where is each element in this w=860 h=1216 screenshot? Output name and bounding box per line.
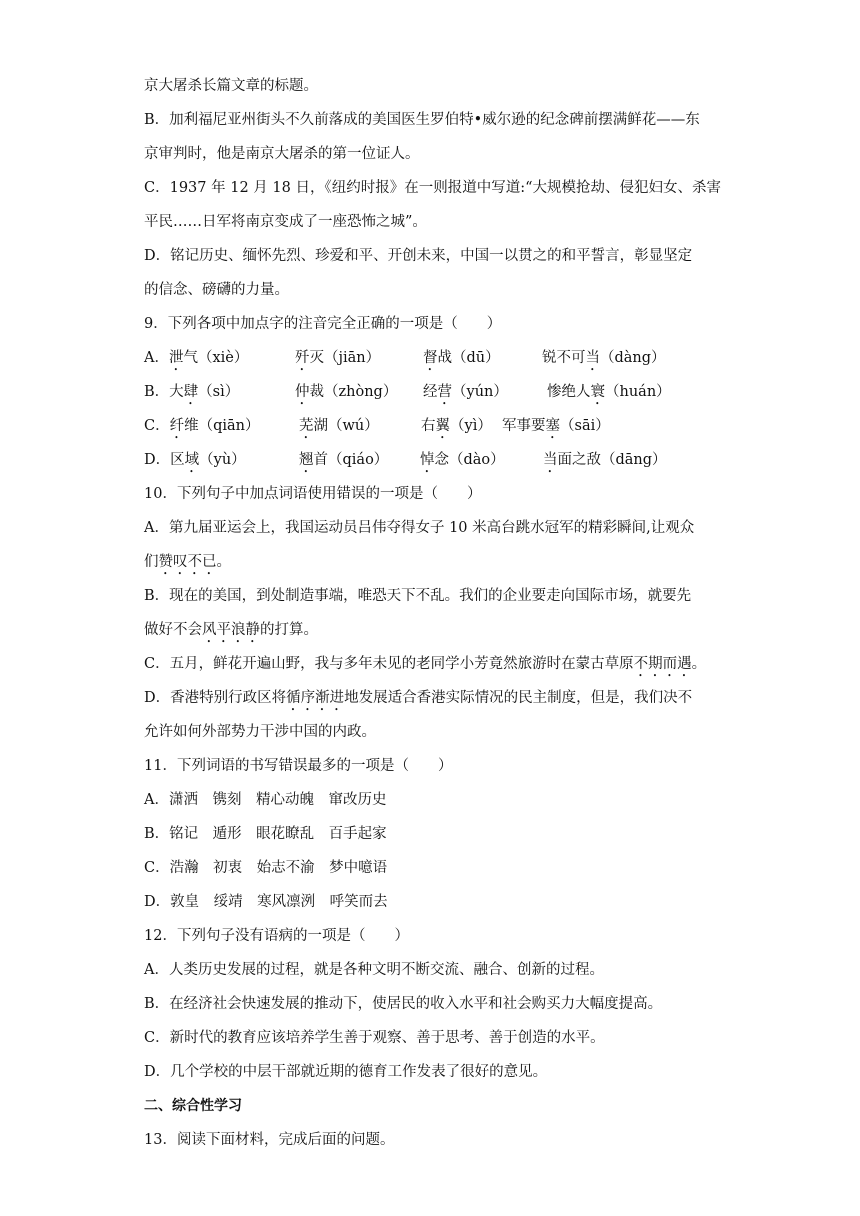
q9-d-item-2: 翘首（qiáo） [299, 452, 389, 468]
q9-c-item-3: 右翼（yì） [421, 418, 492, 434]
q13-stem: 13．阅读下面材料，完成后面的问题。 [144, 1132, 395, 1148]
q8-option-a-tail: 京大屠杀长篇文章的标题。 [144, 78, 318, 94]
q10-option-d-line1: D．香港特别行政区将循序渐进地发展适合香港实际情况的民主制度，但是，我们决不 [144, 690, 693, 706]
dotted-phrase: 赞叹不已 [158, 554, 217, 570]
q10-option-a-line1: A．第九届亚运会上，我国运动员吕伟夺得女子 10 米高台跳水冠军的精彩瞬间,让观众 [144, 520, 695, 536]
q11-option-b: B．铭记 遁形 眼花瞭乱 百手起家 [144, 826, 387, 842]
q9-d-item-4: 当面之敌（dāng） [543, 452, 667, 468]
q9-a-item-3: 督战（dū） [423, 350, 500, 366]
q8-option-c-line2: 平民……日军将南京变成了一座恐怖之城”。 [144, 214, 427, 230]
q9-c-item-4: 军事要塞（sāi） [502, 418, 610, 434]
q8-option-c-line1: C．1937 年 12 月 18 日，《纽约时报》在一则报道中写道:“大规模抢劫、侵犯妇女、杀害 [144, 180, 721, 196]
q9-d-item-3: 悼念（dào） [420, 452, 505, 468]
q8-option-b-line1: B．加利福尼亚州街头不久前落成的美国医生罗伯特•威尔逊的纪念碑前摆满鲜花——东 [144, 112, 700, 128]
q9-c-item-1: C．纤维（qiān） [144, 418, 260, 434]
q9-stem: 9．下列各项中加点字的注音完全正确的一项是（ ） [144, 316, 502, 332]
dotted-phrase: 循序渐进 [286, 690, 345, 706]
q12-option-a: A．人类历史发展的过程，就是各种文明不断交流、融合、创新的过程。 [144, 962, 604, 978]
q9-a-item-4: 锐不可当（dàng） [542, 350, 666, 366]
q9-d-item-1: D．区域（yù） [144, 452, 246, 468]
q9-b-item-3: 经营（yún） [423, 384, 508, 400]
dotted-phrase: 风平浪静 [202, 622, 260, 638]
q8-option-b-line2: 京审判时，他是南京大屠杀的第一位证人。 [144, 146, 420, 162]
q11-stem: 11．下列词语的书写错误最多的一项是（ ） [144, 758, 453, 774]
q12-stem: 12．下列句子没有语病的一项是（ ） [144, 928, 409, 944]
q10-option-a-line2: 们赞叹不已。 [144, 554, 231, 570]
q9-b-item-2: 仲裁（zhòng） [295, 384, 398, 400]
q9-a-item-2: 歼灭（jiān） [295, 350, 381, 366]
q10-option-b-line1: B．现在的美国，到处制造事端，唯恐天下不乱。我们的企业要走向国际市场，就要先 [144, 588, 692, 604]
q8-option-d-line2: 的信念、磅礴的力量。 [144, 282, 289, 298]
q11-option-d: D．敦皇 绥靖 寒风凛洌 呼笑而去 [144, 894, 388, 910]
q11-option-c: C．浩瀚 初衷 始志不渝 梦中噫语 [144, 860, 388, 876]
q9-c-item-2: 芜湖（wú） [299, 418, 379, 434]
q10-option-c: C．五月，鲜花开遍山野，我与多年未见的老同学小芳竟然旅游时在蒙古草原不期而遇。 [144, 656, 707, 672]
section-title: 二、综合性学习 [144, 1098, 242, 1114]
q9-a-item-1: A．泄气（xiè） [144, 350, 249, 366]
q12-option-b: B．在经济社会快速发展的推动下，使居民的收入水平和社会购买力大幅度提高。 [144, 996, 663, 1012]
q9-b-item-1: B．大肆（sì） [144, 384, 240, 400]
q10-option-b-line2: 做好不会风平浪静的打算。 [144, 622, 318, 638]
q12-option-c: C．新时代的教育应该培养学生善于观察、善于思考、善于创造的水平。 [144, 1030, 605, 1046]
q10-stem: 10．下列句子中加点词语使用错误的一项是（ ） [144, 486, 482, 502]
q8-option-d-line1: D．铭记历史、缅怀先烈、珍爱和平、开创未来，中国一以贯之的和平誓言，彰显坚定 [144, 248, 693, 264]
q11-option-a: A．潇洒 镌刻 精心动魄 窜改历史 [144, 792, 387, 808]
q12-option-d: D．几个学校的中层干部就近期的德育工作发表了很好的意见。 [144, 1064, 548, 1080]
q10-option-d-line2: 允许如何外部势力干涉中国的内政。 [144, 724, 376, 740]
dotted-phrase: 不期而遇 [633, 656, 692, 672]
q9-b-item-4: 惨绝人寰（huán） [547, 384, 671, 400]
